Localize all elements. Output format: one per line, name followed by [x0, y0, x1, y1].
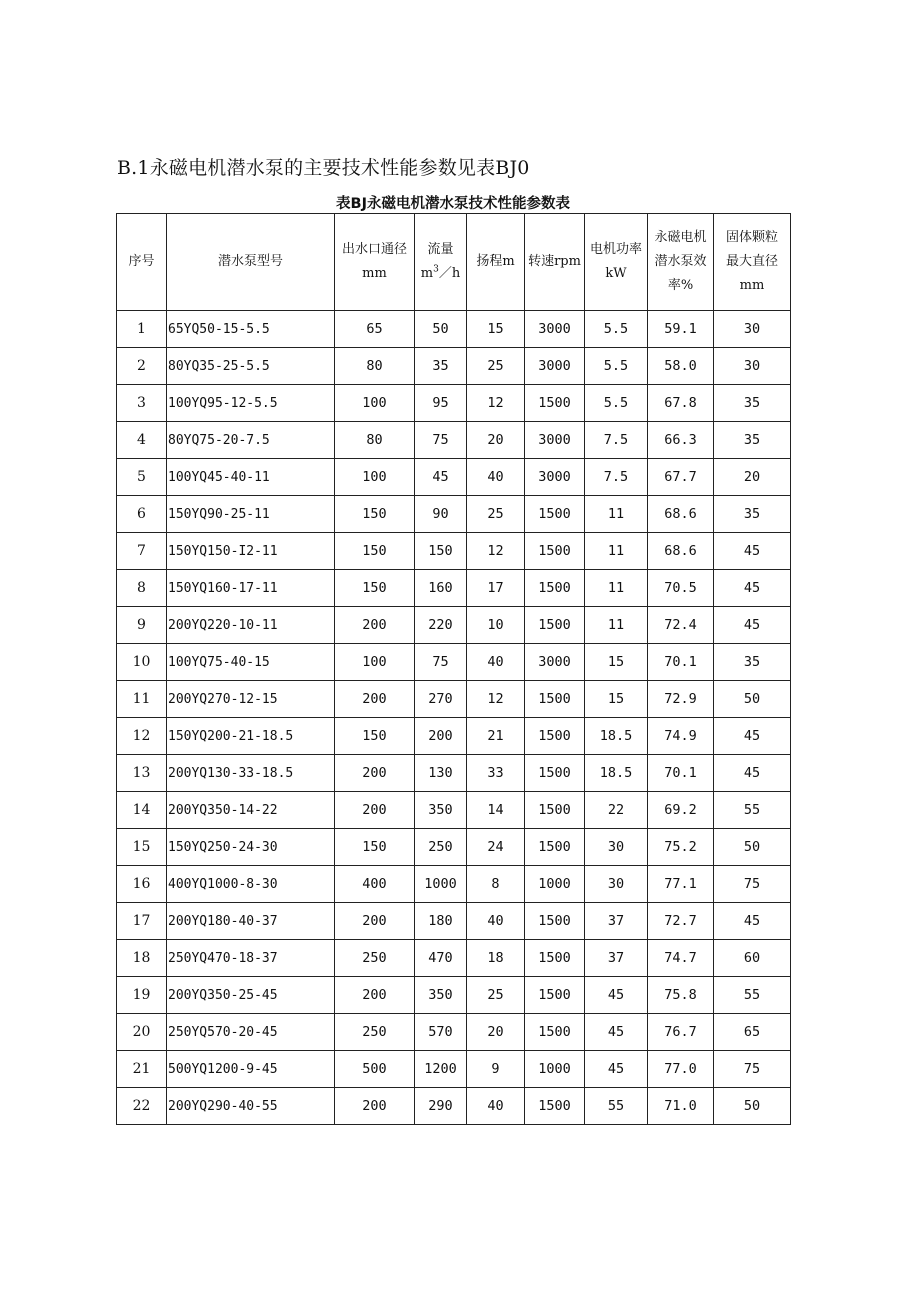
cell-head: 25 — [467, 496, 525, 533]
cell-outlet: 200 — [335, 792, 415, 829]
cell-seq: 10 — [117, 644, 167, 681]
cell-efficiency: 67.7 — [648, 459, 714, 496]
cell-head: 20 — [467, 422, 525, 459]
pump-parameter-table — [116, 213, 791, 1125]
header-model: 潜水泵型号 — [167, 214, 335, 311]
cell-outlet: 150 — [335, 496, 415, 533]
cell-power: 45 — [585, 977, 648, 1014]
cell-power: 45 — [585, 1014, 648, 1051]
cell-efficiency: 59.1 — [648, 311, 714, 348]
cell-particle: 45 — [714, 718, 791, 755]
cell-seq: 13 — [117, 755, 167, 792]
header-power-line1: 电机功率 — [589, 242, 642, 257]
cell-speed: 1500 — [525, 496, 585, 533]
cell-efficiency: 67.8 — [648, 385, 714, 422]
cell-head: 15 — [467, 311, 525, 348]
cell-particle: 65 — [714, 1014, 791, 1051]
cell-model: 200YQ130-33-18.5 — [167, 755, 335, 792]
cell-efficiency: 77.0 — [648, 1051, 714, 1088]
cell-particle: 50 — [714, 829, 791, 866]
table-row — [117, 459, 791, 496]
cell-head: 9 — [467, 1051, 525, 1088]
cell-particle: 45 — [714, 755, 791, 792]
cell-outlet: 250 — [335, 1014, 415, 1051]
header-power-line2: kW — [605, 266, 627, 281]
cell-flow: 350 — [415, 792, 467, 829]
cell-model: 150YQ90-25-11 — [167, 496, 335, 533]
cell-outlet: 200 — [335, 1088, 415, 1125]
table-row — [117, 311, 791, 348]
cell-particle: 45 — [714, 533, 791, 570]
cell-outlet: 150 — [335, 570, 415, 607]
cell-speed: 1500 — [525, 681, 585, 718]
cell-particle: 35 — [714, 644, 791, 681]
table-row — [117, 422, 791, 459]
cell-speed: 1500 — [525, 385, 585, 422]
cell-flow: 95 — [415, 385, 467, 422]
cell-model: 250YQ470-18-37 — [167, 940, 335, 977]
cell-seq: 16 — [117, 866, 167, 903]
cell-efficiency: 66.3 — [648, 422, 714, 459]
table-row — [117, 977, 791, 1014]
table-row — [117, 607, 791, 644]
cell-model: 150YQ160-17-11 — [167, 570, 335, 607]
cell-particle: 20 — [714, 459, 791, 496]
header-speed: 转速rpm — [525, 214, 585, 311]
cell-particle: 30 — [714, 311, 791, 348]
cell-model: 400YQ1000-8-30 — [167, 866, 335, 903]
cell-efficiency: 76.7 — [648, 1014, 714, 1051]
cell-efficiency: 72.9 — [648, 681, 714, 718]
cell-speed: 1500 — [525, 792, 585, 829]
cell-seq: 21 — [117, 1051, 167, 1088]
cell-outlet: 150 — [335, 829, 415, 866]
cell-flow: 35 — [415, 348, 467, 385]
header-eff-line2: 潜水泵效 — [654, 254, 707, 269]
cell-head: 20 — [467, 1014, 525, 1051]
cell-flow: 150 — [415, 533, 467, 570]
cell-flow: 1000 — [415, 866, 467, 903]
cell-speed: 1500 — [525, 533, 585, 570]
cell-efficiency: 72.7 — [648, 903, 714, 940]
cell-model: 100YQ75-40-15 — [167, 644, 335, 681]
cell-speed: 3000 — [525, 422, 585, 459]
cell-efficiency: 58.0 — [648, 348, 714, 385]
table-row — [117, 385, 791, 422]
cell-power: 37 — [585, 903, 648, 940]
cell-head: 10 — [467, 607, 525, 644]
cell-efficiency: 70.1 — [648, 644, 714, 681]
cell-model: 200YQ220-10-11 — [167, 607, 335, 644]
table-row — [117, 903, 791, 940]
cell-seq: 3 — [117, 385, 167, 422]
cell-model: 80YQ75-20-7.5 — [167, 422, 335, 459]
cell-efficiency: 68.6 — [648, 496, 714, 533]
cell-speed: 1500 — [525, 1014, 585, 1051]
cell-flow: 350 — [415, 977, 467, 1014]
cell-particle: 50 — [714, 1088, 791, 1125]
header-flow-line1: 流量 — [427, 242, 454, 257]
header-efficiency — [648, 214, 714, 311]
table-row — [117, 718, 791, 755]
header-outlet — [335, 214, 415, 311]
cell-head: 12 — [467, 385, 525, 422]
cell-flow: 570 — [415, 1014, 467, 1051]
section-heading: B.1永磁电机潜水泵的主要技术性能参数见表BJ0 — [117, 157, 530, 179]
cell-power: 45 — [585, 1051, 648, 1088]
cell-speed: 3000 — [525, 644, 585, 681]
cell-flow: 290 — [415, 1088, 467, 1125]
table-row — [117, 866, 791, 903]
table-row — [117, 1014, 791, 1051]
cell-particle: 45 — [714, 903, 791, 940]
cell-head: 12 — [467, 533, 525, 570]
table-row — [117, 1051, 791, 1088]
cell-efficiency: 71.0 — [648, 1088, 714, 1125]
cell-power: 11 — [585, 496, 648, 533]
cell-power: 30 — [585, 866, 648, 903]
cell-model: 100YQ95-12-5.5 — [167, 385, 335, 422]
cell-outlet: 100 — [335, 385, 415, 422]
cell-outlet: 200 — [335, 903, 415, 940]
cell-speed: 3000 — [525, 348, 585, 385]
cell-model: 150YQ150-I2-11 — [167, 533, 335, 570]
cell-power: 37 — [585, 940, 648, 977]
cell-seq: 9 — [117, 607, 167, 644]
cell-flow: 75 — [415, 644, 467, 681]
cell-seq: 2 — [117, 348, 167, 385]
cell-particle: 45 — [714, 607, 791, 644]
cell-outlet: 250 — [335, 940, 415, 977]
table-row — [117, 570, 791, 607]
cell-head: 18 — [467, 940, 525, 977]
table-row — [117, 348, 791, 385]
cell-speed: 1500 — [525, 1088, 585, 1125]
cell-head: 21 — [467, 718, 525, 755]
cell-power: 5.5 — [585, 385, 648, 422]
cell-outlet: 65 — [335, 311, 415, 348]
cell-particle: 55 — [714, 792, 791, 829]
header-eff-line1: 永磁电机 — [654, 230, 707, 245]
cell-seq: 7 — [117, 533, 167, 570]
cell-seq: 12 — [117, 718, 167, 755]
cell-particle: 35 — [714, 385, 791, 422]
cell-power: 7.5 — [585, 422, 648, 459]
cell-particle: 35 — [714, 496, 791, 533]
cell-outlet: 500 — [335, 1051, 415, 1088]
cell-efficiency: 74.9 — [648, 718, 714, 755]
cell-head: 8 — [467, 866, 525, 903]
cell-particle: 75 — [714, 866, 791, 903]
cell-speed: 3000 — [525, 311, 585, 348]
cell-seq: 18 — [117, 940, 167, 977]
cell-head: 17 — [467, 570, 525, 607]
cell-seq: 5 — [117, 459, 167, 496]
table-row — [117, 755, 791, 792]
cell-head: 40 — [467, 1088, 525, 1125]
cell-outlet: 100 — [335, 459, 415, 496]
cell-efficiency: 75.8 — [648, 977, 714, 1014]
cell-efficiency: 69.2 — [648, 792, 714, 829]
cell-power: 5.5 — [585, 348, 648, 385]
cell-model: 500YQ1200-9-45 — [167, 1051, 335, 1088]
cell-power: 18.5 — [585, 718, 648, 755]
cell-outlet: 200 — [335, 681, 415, 718]
cell-model: 200YQ270-12-15 — [167, 681, 335, 718]
cell-seq: 17 — [117, 903, 167, 940]
cell-seq: 20 — [117, 1014, 167, 1051]
cell-speed: 1500 — [525, 829, 585, 866]
table-caption: 表BJ永磁电机潜水泵技术性能参数表 — [336, 196, 570, 212]
header-particle-line1: 固体颗粒 — [725, 230, 778, 245]
cell-head: 40 — [467, 644, 525, 681]
cell-particle: 30 — [714, 348, 791, 385]
header-particle-line3: mm — [739, 278, 765, 293]
header-particle-line2: 最大直径 — [725, 254, 778, 269]
cell-flow: 250 — [415, 829, 467, 866]
cell-speed: 1000 — [525, 1051, 585, 1088]
cell-seq: 14 — [117, 792, 167, 829]
cell-flow: 50 — [415, 311, 467, 348]
cell-speed: 1500 — [525, 607, 585, 644]
table-row — [117, 644, 791, 681]
cell-flow: 45 — [415, 459, 467, 496]
cell-speed: 1000 — [525, 866, 585, 903]
cell-particle: 75 — [714, 1051, 791, 1088]
cell-outlet: 80 — [335, 348, 415, 385]
cell-flow: 270 — [415, 681, 467, 718]
cell-model: 200YQ350-14-22 — [167, 792, 335, 829]
cell-seq: 19 — [117, 977, 167, 1014]
cell-power: 15 — [585, 644, 648, 681]
cell-seq: 1 — [117, 311, 167, 348]
cell-efficiency: 70.5 — [648, 570, 714, 607]
cell-power: 7.5 — [585, 459, 648, 496]
table-row — [117, 1088, 791, 1125]
cell-power: 5.5 — [585, 311, 648, 348]
table-row — [117, 792, 791, 829]
cell-outlet: 400 — [335, 866, 415, 903]
cell-efficiency: 75.2 — [648, 829, 714, 866]
cell-head: 12 — [467, 681, 525, 718]
cell-head: 40 — [467, 459, 525, 496]
cell-seq: 15 — [117, 829, 167, 866]
cell-head: 25 — [467, 977, 525, 1014]
cell-model: 150YQ250-24-30 — [167, 829, 335, 866]
table-row — [117, 940, 791, 977]
cell-speed: 1500 — [525, 718, 585, 755]
cell-speed: 1500 — [525, 755, 585, 792]
cell-seq: 6 — [117, 496, 167, 533]
cell-flow: 1200 — [415, 1051, 467, 1088]
cell-flow: 200 — [415, 718, 467, 755]
cell-efficiency: 77.1 — [648, 866, 714, 903]
cell-power: 11 — [585, 570, 648, 607]
cell-head: 33 — [467, 755, 525, 792]
header-flow-unit: $m^3/h$ — [420, 264, 461, 281]
cell-model: 250YQ570-20-45 — [167, 1014, 335, 1051]
cell-seq: 8 — [117, 570, 167, 607]
cell-power: 30 — [585, 829, 648, 866]
cell-outlet: 100 — [335, 644, 415, 681]
cell-particle: 45 — [714, 570, 791, 607]
cell-power: 22 — [585, 792, 648, 829]
table-row — [117, 829, 791, 866]
cell-speed: 1500 — [525, 570, 585, 607]
table-row — [117, 533, 791, 570]
cell-outlet: 150 — [335, 718, 415, 755]
cell-flow: 130 — [415, 755, 467, 792]
cell-efficiency: 70.1 — [648, 755, 714, 792]
cell-speed: 1500 — [525, 940, 585, 977]
header-seq: 序号 — [117, 214, 167, 311]
cell-model: 80YQ35-25-5.5 — [167, 348, 335, 385]
cell-power: 18.5 — [585, 755, 648, 792]
cell-head: 40 — [467, 903, 525, 940]
cell-outlet: 200 — [335, 755, 415, 792]
cell-outlet: 150 — [335, 533, 415, 570]
table-body — [117, 311, 791, 1125]
cell-outlet: 80 — [335, 422, 415, 459]
header-power — [585, 214, 648, 311]
table-header-row — [117, 214, 791, 311]
cell-model: 200YQ180-40-37 — [167, 903, 335, 940]
cell-particle: 60 — [714, 940, 791, 977]
cell-flow: 470 — [415, 940, 467, 977]
header-outlet-line1: 出水口通径 — [341, 242, 407, 257]
cell-head: 14 — [467, 792, 525, 829]
cell-power: 11 — [585, 533, 648, 570]
cell-efficiency: 74.7 — [648, 940, 714, 977]
header-outlet-line2: mm — [362, 266, 387, 281]
cell-flow: 90 — [415, 496, 467, 533]
cell-model: 200YQ350-25-45 — [167, 977, 335, 1014]
cell-flow: 160 — [415, 570, 467, 607]
cell-flow: 180 — [415, 903, 467, 940]
cell-particle: 50 — [714, 681, 791, 718]
cell-efficiency: 68.6 — [648, 533, 714, 570]
cell-particle: 35 — [714, 422, 791, 459]
cell-particle: 55 — [714, 977, 791, 1014]
header-head: 扬程m — [467, 214, 525, 311]
cell-head: 24 — [467, 829, 525, 866]
cell-power: 11 — [585, 607, 648, 644]
cell-flow: 75 — [415, 422, 467, 459]
header-flow — [415, 214, 467, 311]
cell-outlet: 200 — [335, 607, 415, 644]
header-eff-line3: 率% — [667, 278, 694, 293]
cell-efficiency: 72.4 — [648, 607, 714, 644]
cell-seq: 11 — [117, 681, 167, 718]
cell-seq: 4 — [117, 422, 167, 459]
table-row — [117, 496, 791, 533]
table-row — [117, 681, 791, 718]
cell-outlet: 200 — [335, 977, 415, 1014]
header-particle — [714, 214, 791, 311]
cell-model: 100YQ45-40-11 — [167, 459, 335, 496]
cell-flow: 220 — [415, 607, 467, 644]
cell-power: 55 — [585, 1088, 648, 1125]
cell-power: 15 — [585, 681, 648, 718]
cell-seq: 22 — [117, 1088, 167, 1125]
cell-speed: 1500 — [525, 977, 585, 1014]
cell-model: 150YQ200-21-18.5 — [167, 718, 335, 755]
cell-speed: 1500 — [525, 903, 585, 940]
cell-speed: 3000 — [525, 459, 585, 496]
cell-head: 25 — [467, 348, 525, 385]
cell-model: 65YQ50-15-5.5 — [167, 311, 335, 348]
cell-model: 200YQ290-40-55 — [167, 1088, 335, 1125]
